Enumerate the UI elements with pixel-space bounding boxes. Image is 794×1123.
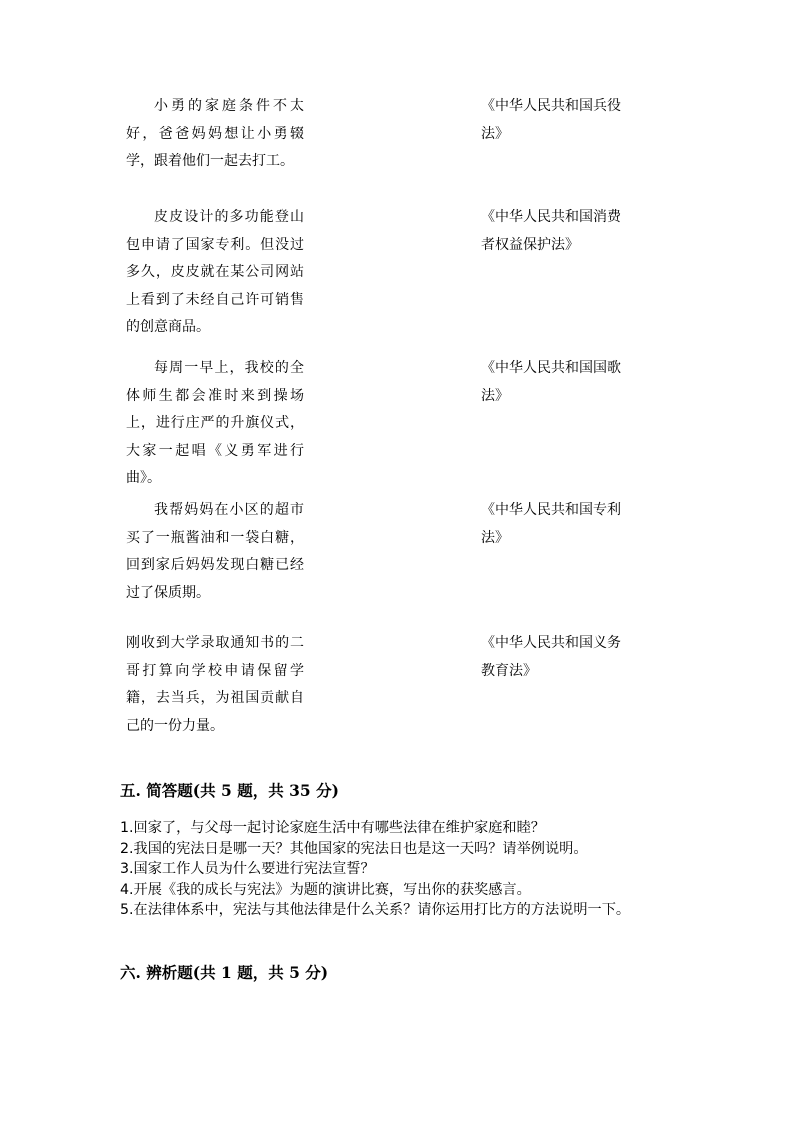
case-text-5: 刚收到大学录取通知书的二哥打算向学校申请保留学籍，去当兵，为祖国贡献自己的一份力量。 <box>126 635 304 734</box>
law-name-4: 《中华人民共和国专利法》 <box>481 502 621 546</box>
case-text-2: 皮皮设计的多功能登山包申请了国家专利。但没过多久，皮皮就在某公司网站上看到了未经自己许可销售的创意商品。 <box>126 209 304 335</box>
short-answer-question-list <box>120 818 680 921</box>
law-name-2: 《中华人民共和国消费者权益保护法》 <box>481 209 621 253</box>
question-5: 5.在法律体系中，宪法与其他法律是什么关系？请你运用打比方的方法说明一下。 <box>120 902 631 918</box>
case-text-3: 每周一早上，我校的全体师生都会准时来到操场上，进行庄严的升旗仪式，大家一起唱《义勇军进行曲》。 <box>126 360 304 486</box>
section-6-heading: 六. 辨析题(共 1 题，共 5 分) <box>120 963 329 982</box>
question-3: 3.国家工作人员为什么要进行宪法宣誓？ <box>120 861 375 877</box>
question-1: 1.回家了，与父母一起讨论家庭生活中有哪些法律在维护家庭和睦？ <box>120 820 545 836</box>
question-2: 2.我国的宪法日是哪一天？其他国家的宪法日也是这一天吗？请举例说明。 <box>120 840 588 857</box>
section-5-heading: 五. 简答题(共 5 题，共 35 分) <box>120 781 339 800</box>
case-text-4: 我帮妈妈在小区的超市买了一瓶酱油和一袋白糖，回到家后妈妈发现白糖已经过了保质期。 <box>126 502 304 601</box>
question-4: 4.开展《我的成长与宪法》为题的演讲比赛，写出你的获奖感言。 <box>120 881 531 898</box>
law-name-5: 《中华人民共和国义务教育法》 <box>481 635 621 679</box>
case-text-1: 小勇的家庭条件不太好，爸爸妈妈想让小勇辍学，跟着他们一起去打工。 <box>126 98 304 169</box>
law-name-3: 《中华人民共和国国歌法》 <box>481 360 621 404</box>
law-name-1: 《中华人民共和国兵役法》 <box>481 98 621 142</box>
